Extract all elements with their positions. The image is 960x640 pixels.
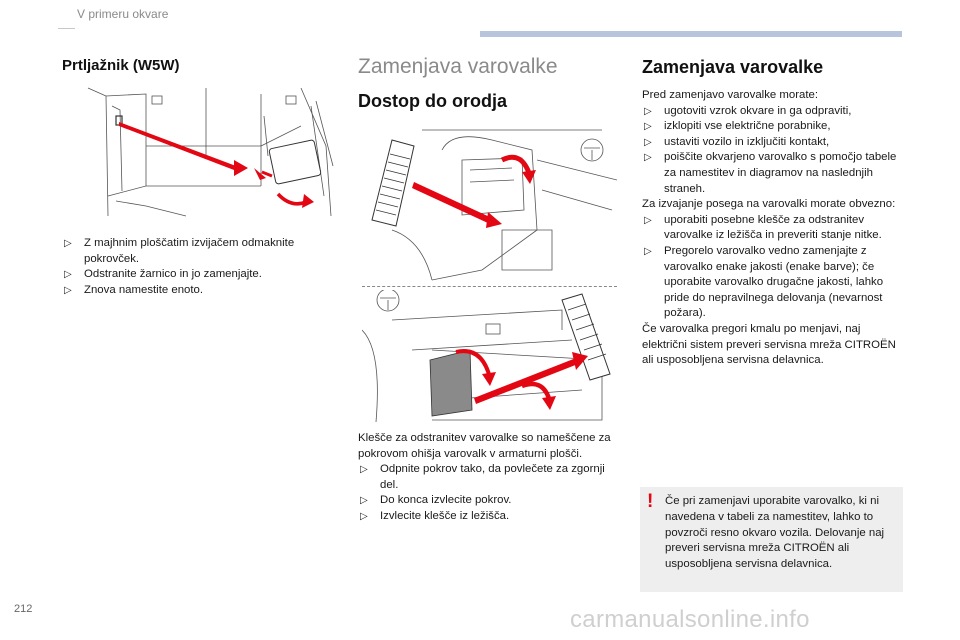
- warning-note: [640, 487, 903, 592]
- list-item: ▷ poiščite okvarjeno varovalko s pomočjo tabele za namestitev in diagramov na naslednjih straneh.: [644, 151, 897, 195]
- triangle-bullet-icon: ▷: [360, 510, 368, 522]
- triangle-bullet-icon: ▷: [64, 269, 72, 281]
- list-item: ▷ Do konca izvlecite pokrov.: [358, 493, 624, 509]
- watermark: carmanualsonline.info: [570, 606, 810, 633]
- list-item: ▷ ustaviti vozilo in izključiti kontakt,: [642, 135, 904, 151]
- warning-note-text: Če pri zamenjavi uporabite varovalko, ki ni navedena v tabeli za namestitev, lahko to povzroči resno okvaro vozila. Delovanje naj preveri servisna mreža CITROËN ali usposobljena servisna delavnica.: [665, 495, 885, 571]
- header-accent-bar: [480, 31, 902, 37]
- triangle-bullet-icon: ▷: [644, 136, 652, 148]
- triangle-bullet-icon: ▷: [644, 105, 652, 117]
- trunk-lamp-drawing: [86, 86, 336, 219]
- list-item: ▷ Znova namestite enoto.: [62, 283, 332, 299]
- fuse-pliers-drawing: [362, 290, 617, 422]
- triangle-bullet-icon: ▷: [644, 152, 652, 164]
- page-number: 212: [14, 603, 33, 615]
- triangle-bullet-icon: ▷: [644, 121, 652, 133]
- fuse-replacement-title: Zamenjava varovalke: [642, 57, 824, 77]
- list-item: ▷ Izvlecite klešče iz ležišča.: [358, 509, 624, 525]
- fuse-pliers-illustration: [362, 290, 617, 422]
- before-label: Pred zamenjavo varovalke morate:: [642, 89, 819, 101]
- exclamation-icon: !: [647, 491, 654, 512]
- list-item: ▷ Pregorelo varovalko vedno zamenjajte z varovalko enake jakosti (enake barve); če uporabite varovalko drugačne jakosti, lahko pride do nepravilnega delovanja (nevarnost požara).: [644, 244, 884, 320]
- fuse-section-title: Zamenjava varovalke: [358, 55, 558, 78]
- triangle-bullet-icon: ▷: [644, 245, 652, 257]
- tool-access-intro: Klešče za odstranitev varovalke so nameščene za pokrovom ohišja varovalk v armaturni plošči.: [358, 432, 611, 460]
- list-item: ▷ izklopiti vse električne porabnike,: [642, 119, 904, 135]
- closing-paragraph: Če varovalka pregori kmalu po menjavi, naj električni sistem preveri servisna mreža CITROËN ali usposobljena servisna delavnica.: [642, 322, 896, 367]
- trunk-lamp-steps: [62, 236, 332, 298]
- triangle-bullet-icon: ▷: [360, 495, 368, 507]
- list-item: ▷ Odpnite pokrov tako, da povlečete za zgornji del.: [360, 463, 605, 491]
- list-item: ▷ uporabiti posebne klešče za odstranitev varovalke iz ležišča in preveriti stanje nitke.: [644, 213, 882, 242]
- trunk-lamp-title: Prtljažnik (W5W): [62, 57, 180, 74]
- tool-access-title: Dostop do orodja: [358, 91, 507, 111]
- illustration-divider: [362, 286, 617, 288]
- triangle-bullet-icon: ▷: [360, 464, 368, 476]
- triangle-bullet-icon: ▷: [64, 238, 72, 249]
- triangle-bullet-icon: ▷: [644, 214, 652, 226]
- triangle-bullet-icon: ▷: [64, 284, 72, 296]
- list-item: ▷ Z majhnim ploščatim izvijačem odmaknite pokrovček.: [64, 237, 295, 265]
- header-rule-left: [58, 28, 75, 29]
- list-item: ▷ Odstranite žarnico in jo zamenjajte.: [62, 267, 332, 283]
- section-header: V primeru okvare: [77, 7, 169, 21]
- during-label: Za izvajanje posega na varovalki morate obvezno:: [642, 198, 896, 211]
- list-item: ▷ ugotoviti vzrok okvare in ga odpraviti,: [642, 104, 904, 120]
- tool-access-text: [358, 431, 624, 525]
- trunk-lamp-illustration: [86, 86, 336, 219]
- dashboard-fusebox-illustration: [362, 120, 617, 282]
- dashboard-drawing: [362, 120, 617, 282]
- fuse-replacement-text: [642, 88, 904, 369]
